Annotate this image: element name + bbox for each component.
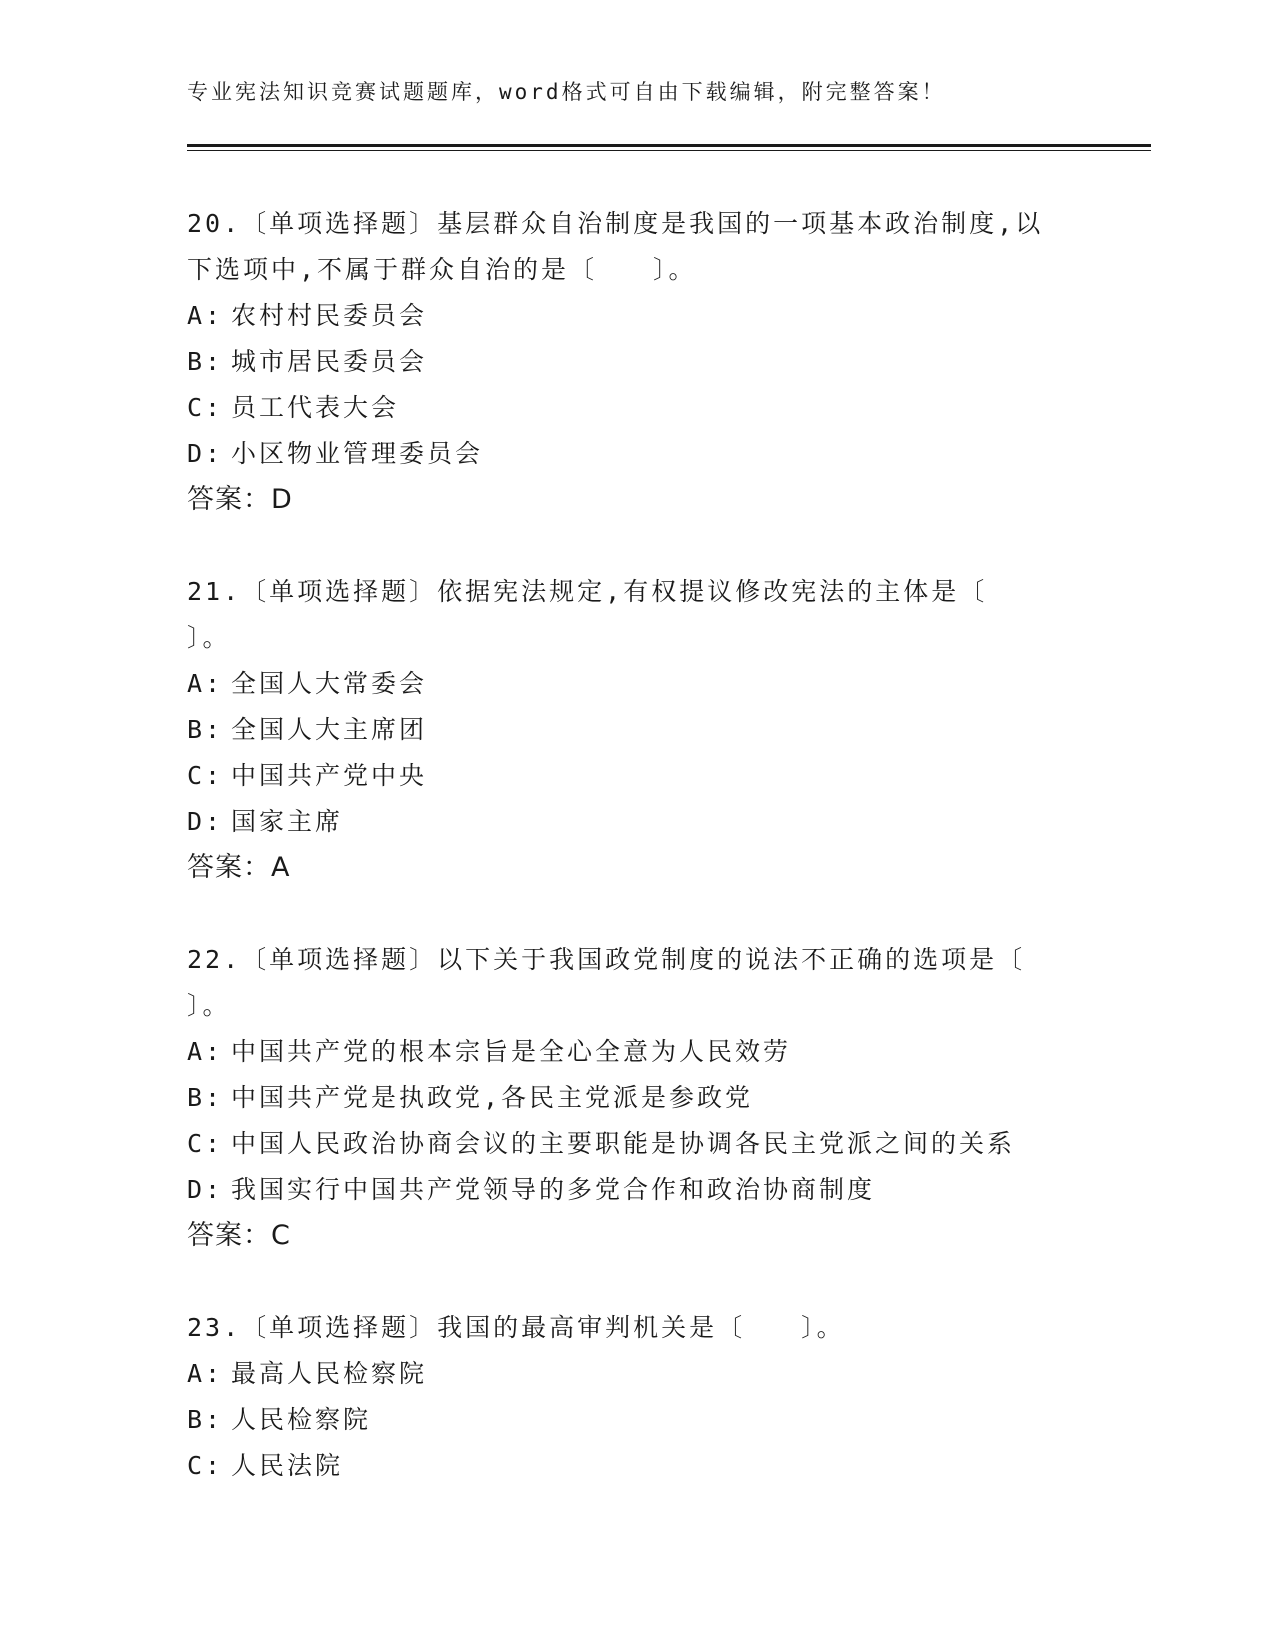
option-a <box>187 661 1067 707</box>
option-letter: B: <box>187 347 224 376</box>
question-22 <box>187 937 1082 1259</box>
option-a <box>187 1029 1067 1075</box>
question-text: 基层群众自治制度是我国的一项基本政治制度,以下选项中,不属于群众自治的是〔 〕。 <box>187 209 1044 284</box>
option-a <box>187 293 1067 339</box>
option-text: 中国人民政治协商会议的主要职能是协调各民主党派之间的关系 <box>231 1129 1016 1158</box>
option-b <box>187 1397 1067 1443</box>
answer-label: 答案： <box>187 484 271 515</box>
option-text: 城市居民委员会 <box>231 347 428 376</box>
question-text: 以下关于我国政党制度的说法不正确的选项是〔 〕。 <box>187 945 1082 1020</box>
question-type: 〔单项选择题〕 <box>241 577 438 606</box>
question-stem <box>187 201 1067 293</box>
answer-label: 答案： <box>187 852 271 883</box>
answer-line <box>187 845 1067 891</box>
option-text: 全国人大主席团 <box>231 715 428 744</box>
option-c <box>187 1121 1067 1167</box>
question-type: 〔单项选择题〕 <box>241 209 438 238</box>
option-letter: C: <box>187 1451 224 1480</box>
option-letter: A: <box>187 1037 224 1066</box>
option-letter: B: <box>187 1405 224 1434</box>
question-stem <box>187 569 1067 661</box>
answer-label: 答案： <box>187 1220 271 1251</box>
option-a <box>187 1351 1067 1397</box>
answer-line <box>187 1213 1067 1259</box>
option-text: 最高人民检察院 <box>231 1359 428 1388</box>
question-number: 20. <box>187 209 242 238</box>
option-b <box>187 707 1067 753</box>
option-letter: D: <box>187 439 224 468</box>
option-text: 人民法院 <box>231 1451 344 1480</box>
option-text: 我国实行中国共产党领导的多党合作和政治协商制度 <box>231 1175 876 1204</box>
option-letter: D: <box>187 807 224 836</box>
option-letter: A: <box>187 1359 224 1388</box>
option-text: 小区物业管理委员会 <box>231 439 484 468</box>
question-21 <box>187 569 1067 891</box>
option-c <box>187 753 1067 799</box>
option-letter: A: <box>187 301 224 330</box>
question-text: 我国的最高审判机关是〔 〕。 <box>437 1313 845 1342</box>
option-d <box>187 431 1067 477</box>
option-d <box>187 1167 1067 1213</box>
option-letter: C: <box>187 1129 224 1158</box>
answer-value: D <box>271 484 293 515</box>
header-rule-thick <box>187 144 1151 147</box>
option-letter: B: <box>187 715 224 744</box>
option-b <box>187 1075 1067 1121</box>
answer-value: A <box>271 852 291 883</box>
option-letter: B: <box>187 1083 224 1112</box>
question-23 <box>187 1305 1067 1489</box>
option-text: 全国人大常委会 <box>231 669 428 698</box>
option-text: 国家主席 <box>231 807 344 836</box>
option-text: 中国共产党是执政党,各民主党派是参政党 <box>231 1083 754 1112</box>
header-rule-thin <box>187 150 1151 151</box>
option-letter: C: <box>187 761 224 790</box>
option-text: 人民检察院 <box>231 1405 372 1434</box>
question-text: 依据宪法规定,有权提议修改宪法的主体是〔 〕。 <box>187 577 1044 652</box>
question-type: 〔单项选择题〕 <box>241 1313 438 1342</box>
option-text: 中国共产党中央 <box>231 761 428 790</box>
answer-line <box>187 477 1067 523</box>
answer-value: C <box>271 1220 291 1251</box>
question-number: 22. <box>187 945 242 974</box>
option-c <box>187 1443 1067 1489</box>
option-d <box>187 799 1067 845</box>
question-type: 〔单项选择题〕 <box>241 945 438 974</box>
option-letter: C: <box>187 393 224 422</box>
option-b <box>187 339 1067 385</box>
option-letter: D: <box>187 1175 224 1204</box>
question-list <box>187 201 1082 1535</box>
option-c <box>187 385 1067 431</box>
question-number: 23. <box>187 1313 242 1342</box>
question-stem <box>187 1305 1067 1351</box>
option-letter: A: <box>187 669 224 698</box>
option-text: 农村村民委员会 <box>231 301 428 330</box>
question-20 <box>187 201 1067 523</box>
option-text: 员工代表大会 <box>231 393 400 422</box>
option-text: 中国共产党的根本宗旨是全心全意为人民效劳 <box>231 1037 792 1066</box>
question-number: 21. <box>187 577 242 606</box>
page-header-title: 专业宪法知识竞赛试题题库，word格式可自由下载编辑，附完整答案！ <box>187 80 946 104</box>
question-stem <box>187 937 1082 1029</box>
